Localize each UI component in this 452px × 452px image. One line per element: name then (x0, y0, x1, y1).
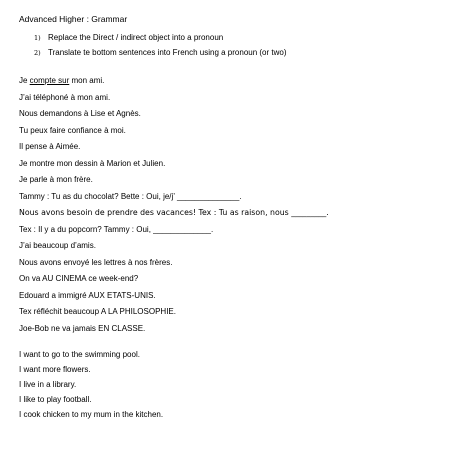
instruction-1 (34, 33, 223, 43)
sentence-14: Edouard a immigré AUX ETATS-UNIS. (19, 291, 156, 300)
translation-1: I want to go to the swimming pool. (19, 350, 140, 359)
sentence-1-prefix: Je (19, 76, 30, 85)
sentence-1 (19, 76, 104, 86)
instruction-text: Translate te bottom sentences into French using a pronoun (or two) (48, 48, 287, 57)
sentence-9: Nous avons besoin de prendre des vacances! Tex : Tu as raison, nous _________. (19, 208, 329, 217)
sentence-3: Nous demandons à Lise et Agnès. (19, 109, 141, 118)
instruction-number: 2) (34, 49, 41, 57)
sentence-15: Tex réfléchit beaucoup A LA PHILOSOPHIE. (19, 307, 176, 316)
translation-2: I want more flowers. (19, 365, 91, 374)
translation-3: I live in a library. (19, 380, 77, 389)
sentence-6: Je montre mon dessin à Marion et Julien. (19, 159, 166, 168)
sentence-5: Il pense à Aimée. (19, 142, 81, 151)
sentence-16: Joe-Bob ne va jamais EN CLASSE. (19, 324, 146, 333)
sentence-13: On va AU CINEMA ce week-end? (19, 274, 139, 283)
sentence-1-underlined: compte sur (29, 76, 70, 85)
instruction-text: Replace the Direct / indirect object into a pronoun (48, 33, 224, 42)
sentence-11: J’ai beaucoup d’amis. (19, 241, 96, 250)
sentence-7: Je parle à mon frère. (19, 175, 93, 184)
translation-5: I cook chicken to my mum in the kitchen. (19, 410, 164, 419)
instruction-2 (34, 48, 287, 58)
sentence-8: Tammy : Tu as du chocolat? Bette : Oui, je/j’ ______________. (19, 192, 242, 201)
sentence-1-suffix: mon ami. (69, 76, 105, 85)
sentence-2: J’ai téléphoné à mon ami. (19, 93, 111, 102)
instruction-number: 1) (34, 34, 41, 42)
translation-4: I like to play football. (19, 395, 92, 404)
sentence-4: Tu peux faire confiance à moi. (19, 126, 126, 135)
sentence-12: Nous avons envoyé les lettres à nos frères. (19, 258, 173, 267)
sentence-10: Tex : Il y a du popcorn? Tammy : Oui, _____________. (19, 225, 214, 234)
worksheet-title: Advanced Higher : Grammar (19, 14, 128, 24)
